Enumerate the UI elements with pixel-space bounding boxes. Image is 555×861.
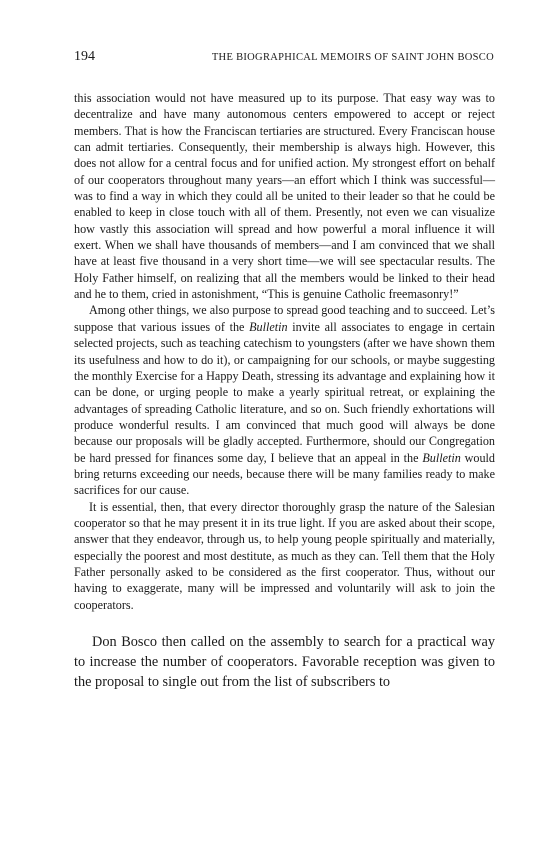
quoted-passage (74, 90, 495, 613)
running-header (74, 48, 494, 66)
body-text (74, 632, 495, 692)
quote-paragraph-3: It is essential, then, that every director thoroughly grasp the nature of the Salesian cooperator so that he may present it in its true light. If you are asked about their scope, answer that they endeavor, through us, to help young people spiritually and materially, especially the poorest and most destitute, as much as they can. Tell them that the Holy Father personally asked to be considered as the first cooperator. Thus, without our having to exaggerate, many will be impressed and voluntarily will ask to join the cooperators. (74, 499, 495, 612)
page-content (74, 90, 495, 692)
bulletin-title: Bulletin (422, 450, 461, 465)
quote-paragraph-1: this association would not have measured up to its purpose. That easy way was to decentralize and have many autonomous centers empowered to accept or reject members. That is how the Franciscan tertiaries are structured. Every Franciscan house can admit tertiaries. Consequently, their membership is always high. However, this does not allow for a central focus and for unified action. My strongest effort on behalf of our cooperators throughout many years—an effort which I think was successful—was to find a way in which they could all be united to their leader so that he could be enabled to keep in close touch with all of them. Presently, not even we can visualize how vastly this association will spread and how powerful a moral influence it will exert. When we shall have thousands of members—and I am convinced that we shall have at least five thousand in a very short time—we will see spectacular results. The Holy Father himself, on realizing that all the members would be linked to their head and he to them, cried in astonishment, “This is genuine Catholic freemasonry!” (74, 91, 495, 302)
bulletin-title: Bulletin (249, 319, 288, 334)
page-number: 194 (74, 49, 95, 64)
quote-paragraph-2-part-c: would bring returns exceeding our needs, because there will be many families ready to make sacrifices for our cause. (74, 450, 496, 498)
quote-paragraph-2 (74, 302, 495, 498)
body-paragraph-1: Don Bosco then called on the assembly to search for a practical way to increase the number of cooperators. Favorable reception was given to the proposal to single out from the list of subscribers to (74, 634, 495, 691)
quote-paragraph-2-part-a: Among other things, we also purpose to spread good teaching and to succeed. Let’s suppose that various issues of the (74, 303, 495, 334)
running-head-title: THE BIOGRAPHICAL MEMOIRS OF SAINT JOHN BOSCO (211, 52, 494, 63)
quote-paragraph-2-part-b: invite all associates to engage in certain selected projects, such as teaching catechism to youngsters (after we have shown them its usefulness and how to do it), or campaigning for our schools, or maybe suggesting the monthly Exercise for a Happy Death, stressing its advantage and explaining how it can be done, or urging people to make a yearly spiritual retreat, or explaining the advantages of spreading Catholic literature, and so on. Such friendly exhortations will produce wonderful results. I am convinced that much good will always be done because our proposals will be gladly accepted. Furthermore, should our Congregation be hard pressed for finances some day, I believe that an appeal in the (74, 319, 495, 465)
